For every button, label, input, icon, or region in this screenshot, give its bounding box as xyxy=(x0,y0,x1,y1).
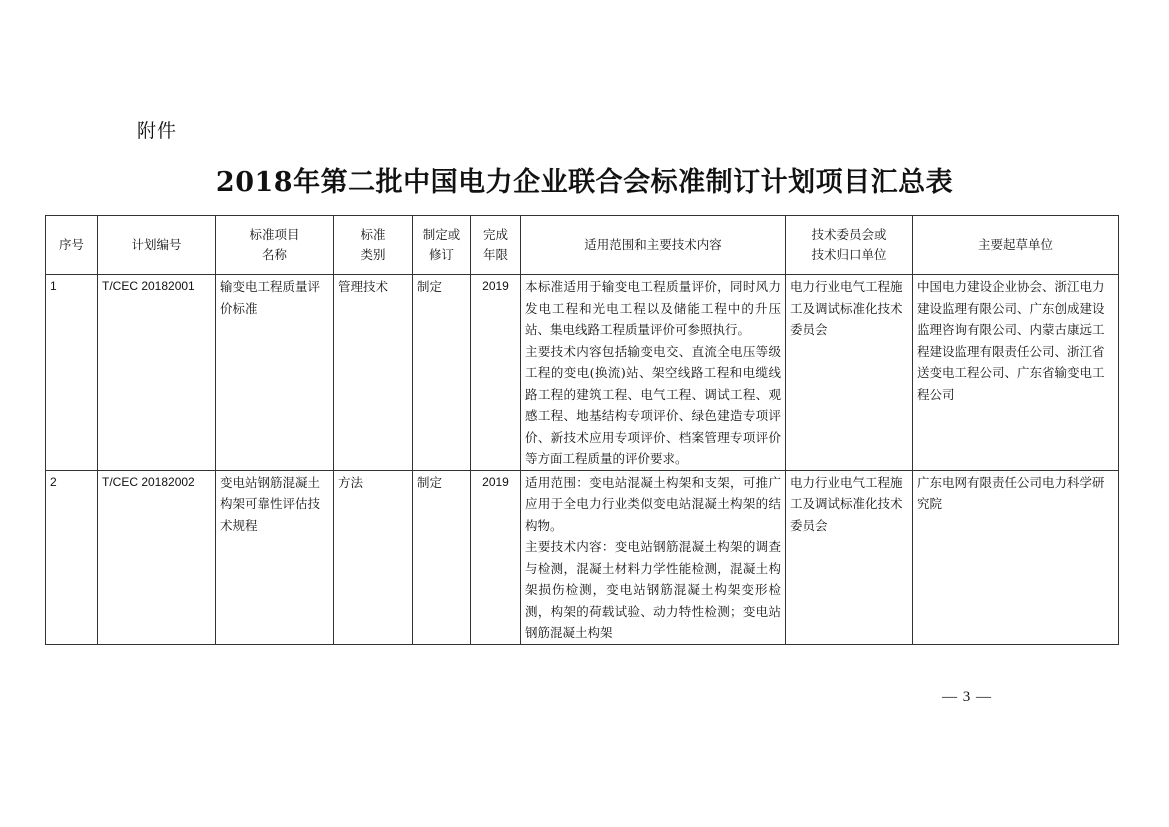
scope-paragraph: 主要技术内容：变电站钢筋混凝土构架的调查与检测，混凝土材料力学性能检测，混凝土构架损伤检测，变电站钢筋混凝土构架变形检测，构架的荷载试验、动力特性检测；变电站钢筋混凝土构架 xyxy=(525,539,781,640)
header-drafter: 主要起草单位 xyxy=(913,216,1119,275)
header-committee: 技术委员会或 技术归口单位 xyxy=(786,216,913,275)
cell-type: 方法 xyxy=(334,470,413,644)
cell-year: 2019 xyxy=(471,470,521,644)
cell-revision: 制定 xyxy=(413,470,471,644)
cell-type: 管理技术 xyxy=(334,275,413,471)
cell-committee: 电力行业电气工程施工及调试标准化技术委员会 xyxy=(786,470,913,644)
scope-paragraph: 主要技术内容包括输变电交、直流全电压等级工程的变电(换流)站、架空线路工程和电缆线路工程的建筑工程、电气工程、调试工程、观感工程、地基结构专项评价、绿色建造专项评价、新技术应用专项评价、档案管理专项评价等方面工程质量的评价要求。 xyxy=(525,343,781,466)
cell-drafter: 中国电力建设企业协会、浙江电力建设监理有限公司、广东创成建设监理咨询有限公司、内蒙古康远工程建设监理有限责任公司、浙江省送变电工程公司、广东省输变电工程公司 xyxy=(913,275,1119,471)
table-row xyxy=(46,275,1119,471)
cell-drafter: 广东电网有限责任公司电力科学研究院 xyxy=(913,470,1119,644)
table-row xyxy=(46,470,1119,644)
scope-paragraph: 适用范围：变电站混凝土构架和支架，可推广应用于全电力行业类似变电站混凝土构架的结构物。 xyxy=(525,474,781,533)
cell-name: 变电站钢筋混凝土构架可靠性评估技术规程 xyxy=(216,470,334,644)
scope-paragraph: 本标准适用于输变电工程质量评价，同时风力发电工程和光电工程以及储能工程中的升压站、集电线路工程质量评价可参照执行。 xyxy=(525,279,781,337)
page-number: — 3 — xyxy=(942,689,992,705)
header-revision: 制定或 修订 xyxy=(413,216,471,275)
cell-revision: 制定 xyxy=(413,275,471,471)
cell-scope xyxy=(521,470,786,644)
document-title: 2018年第二批中国电力企业联合会标准制订计划项目汇总表 xyxy=(215,167,954,198)
cell-year: 2019 xyxy=(471,275,521,471)
cell-committee: 电力行业电气工程施工及调试标准化技术委员会 xyxy=(786,275,913,471)
header-seq: 序号 xyxy=(46,216,98,275)
table-header-row xyxy=(46,216,1119,275)
standards-plan-table xyxy=(45,215,1119,645)
header-scope: 适用范围和主要技术内容 xyxy=(521,216,786,275)
cell-scope xyxy=(521,275,786,471)
cell-plan-no: T/CEC 20182002 xyxy=(98,470,216,644)
attachment-label: 附件 xyxy=(137,120,178,142)
header-plan-no: 计划编号 xyxy=(98,216,216,275)
cell-name: 输变电工程质量评价标准 xyxy=(216,275,334,471)
cell-seq: 1 xyxy=(46,275,98,471)
header-year: 完成 年限 xyxy=(471,216,521,275)
header-name: 标准项目 名称 xyxy=(216,216,334,275)
cell-seq: 2 xyxy=(46,470,98,644)
cell-plan-no: T/CEC 20182001 xyxy=(98,275,216,471)
header-type: 标准 类别 xyxy=(334,216,413,275)
